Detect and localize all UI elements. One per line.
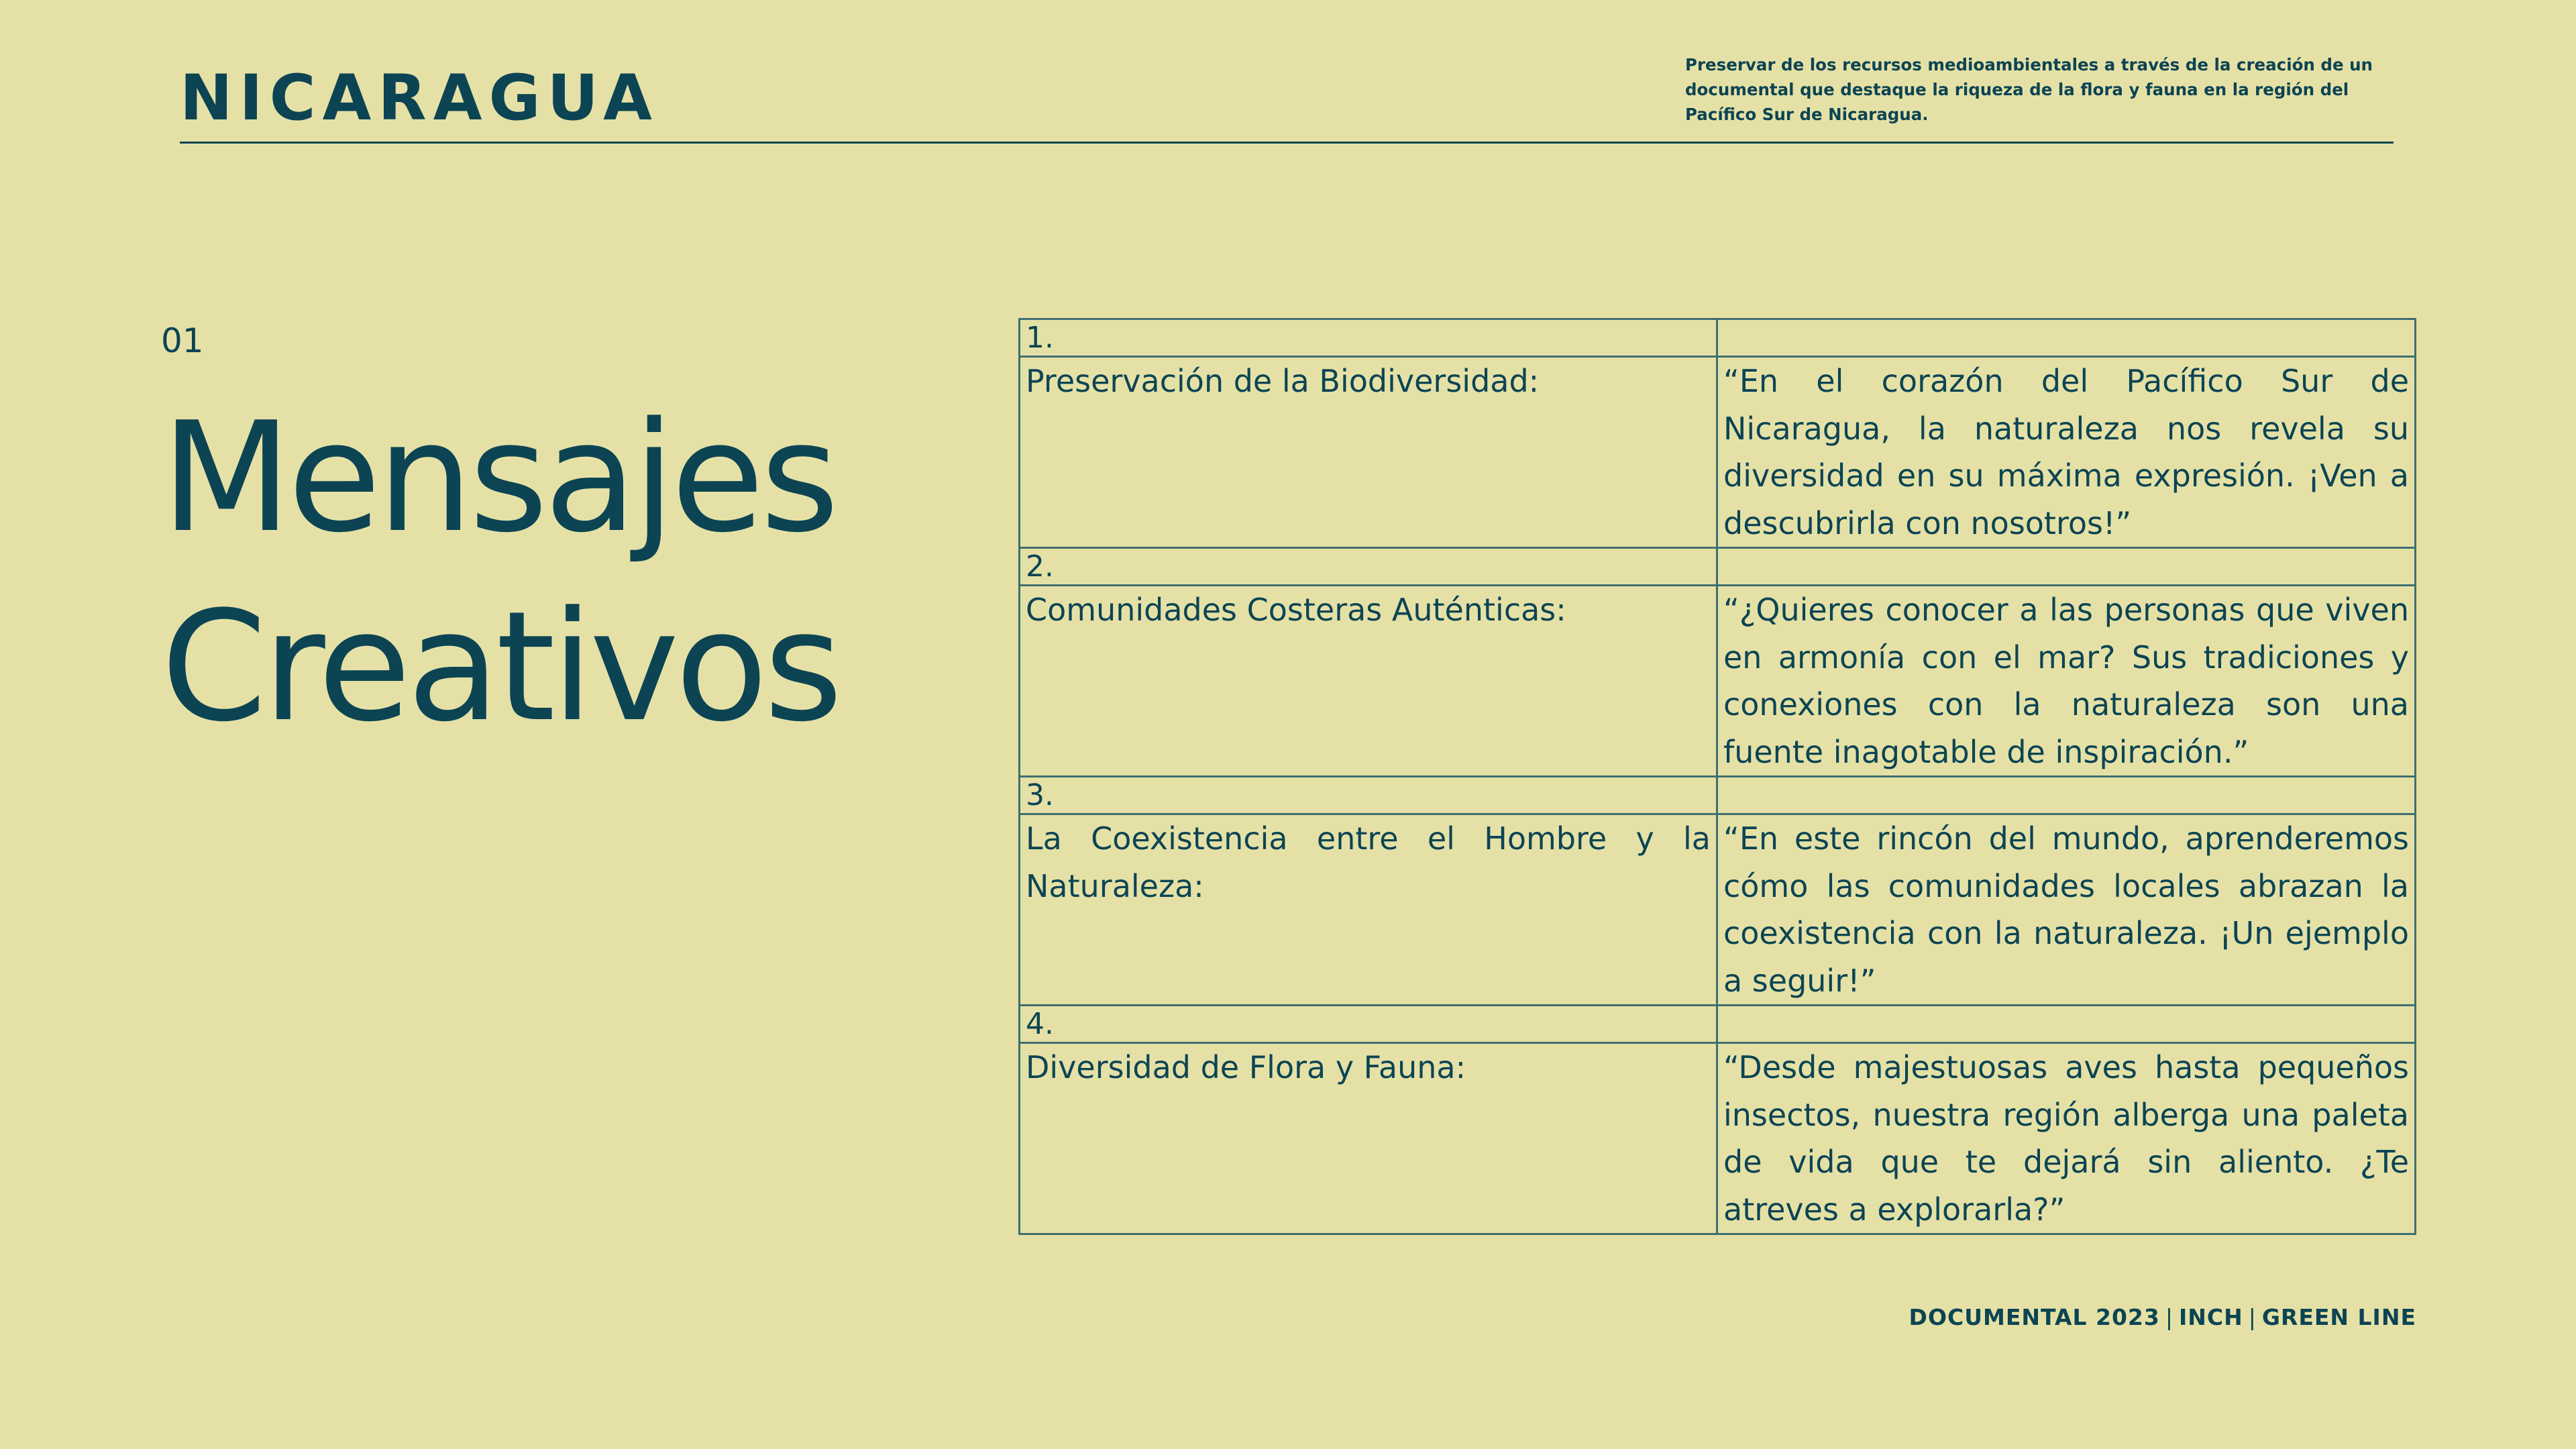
footer-separator: | [2165, 1304, 2174, 1330]
empty-cell [1717, 548, 2416, 586]
message-quote: “En el corazón del Pacífico Sur de Nicaragua, la naturaleza nos revela su diversidad en su máxima expresión. ¡Ven a descubrirla con nosotros!” [1717, 357, 2416, 548]
message-row [1020, 586, 2416, 777]
empty-cell [1717, 1006, 2416, 1043]
message-topic: La Coexistencia entre el Hombre y la Naturaleza: [1020, 814, 1717, 1006]
brand-title: NICARAGUA [180, 62, 659, 135]
message-topic: Comunidades Costeras Auténticas: [1020, 586, 1717, 777]
message-number: 1. [1020, 319, 1717, 357]
message-row [1020, 357, 2416, 548]
footer-item: INCH [2178, 1304, 2243, 1330]
tagline-line: documental que destaque la riqueza de la flora y fauna en la región del [1685, 80, 2349, 99]
section-title-line: Mensajes [161, 390, 836, 566]
message-number: 3. [1020, 777, 1717, 814]
section-number: 01 [161, 321, 204, 360]
message-row [1020, 814, 2416, 1006]
header-divider [180, 142, 2394, 144]
message-number: 4. [1020, 1006, 1717, 1043]
tagline-line: Preservar de los recursos medioambientales a través de la creación de un [1685, 55, 2373, 74]
message-number-row [1020, 548, 2416, 586]
message-topic: Preservación de la Biodiversidad: [1020, 357, 1717, 548]
message-number-row [1020, 777, 2416, 814]
message-quote: “Desde majestuosas aves hasta pequeños insectos, nuestra región alberga una paleta de vida que te dejará sin aliento. ¿Te atreves a explorarla?” [1717, 1043, 2416, 1234]
footer-item: GREEN LINE [2261, 1304, 2416, 1330]
message-row [1020, 1043, 2416, 1234]
message-topic: Diversidad de Flora y Fauna: [1020, 1043, 1717, 1234]
footer-separator: | [2248, 1304, 2257, 1330]
tagline [1685, 52, 2416, 127]
tagline-line: Pacífico Sur de Nicaragua. [1685, 105, 1929, 124]
footer-item: DOCUMENTAL 2023 [1909, 1304, 2160, 1330]
section-title [161, 384, 839, 762]
message-number: 2. [1020, 548, 1717, 586]
empty-cell [1717, 777, 2416, 814]
footer-credits [1909, 1304, 2416, 1330]
message-number-row [1020, 1006, 2416, 1043]
message-quote: “¿Quieres conocer a las personas que viven en armonía con el mar? Sus tradiciones y conexiones con la naturaleza son una fuente inagotable de inspiración.” [1717, 586, 2416, 777]
section-title-line: Creativos [161, 579, 839, 755]
message-quote: “En este rincón del mundo, aprenderemos cómo las comunidades locales abrazan la coexistencia con la naturaleza. ¡Un ejemplo a seguir!” [1717, 814, 2416, 1006]
message-number-row [1020, 319, 2416, 357]
empty-cell [1717, 319, 2416, 357]
messages-table [1018, 318, 2416, 1235]
